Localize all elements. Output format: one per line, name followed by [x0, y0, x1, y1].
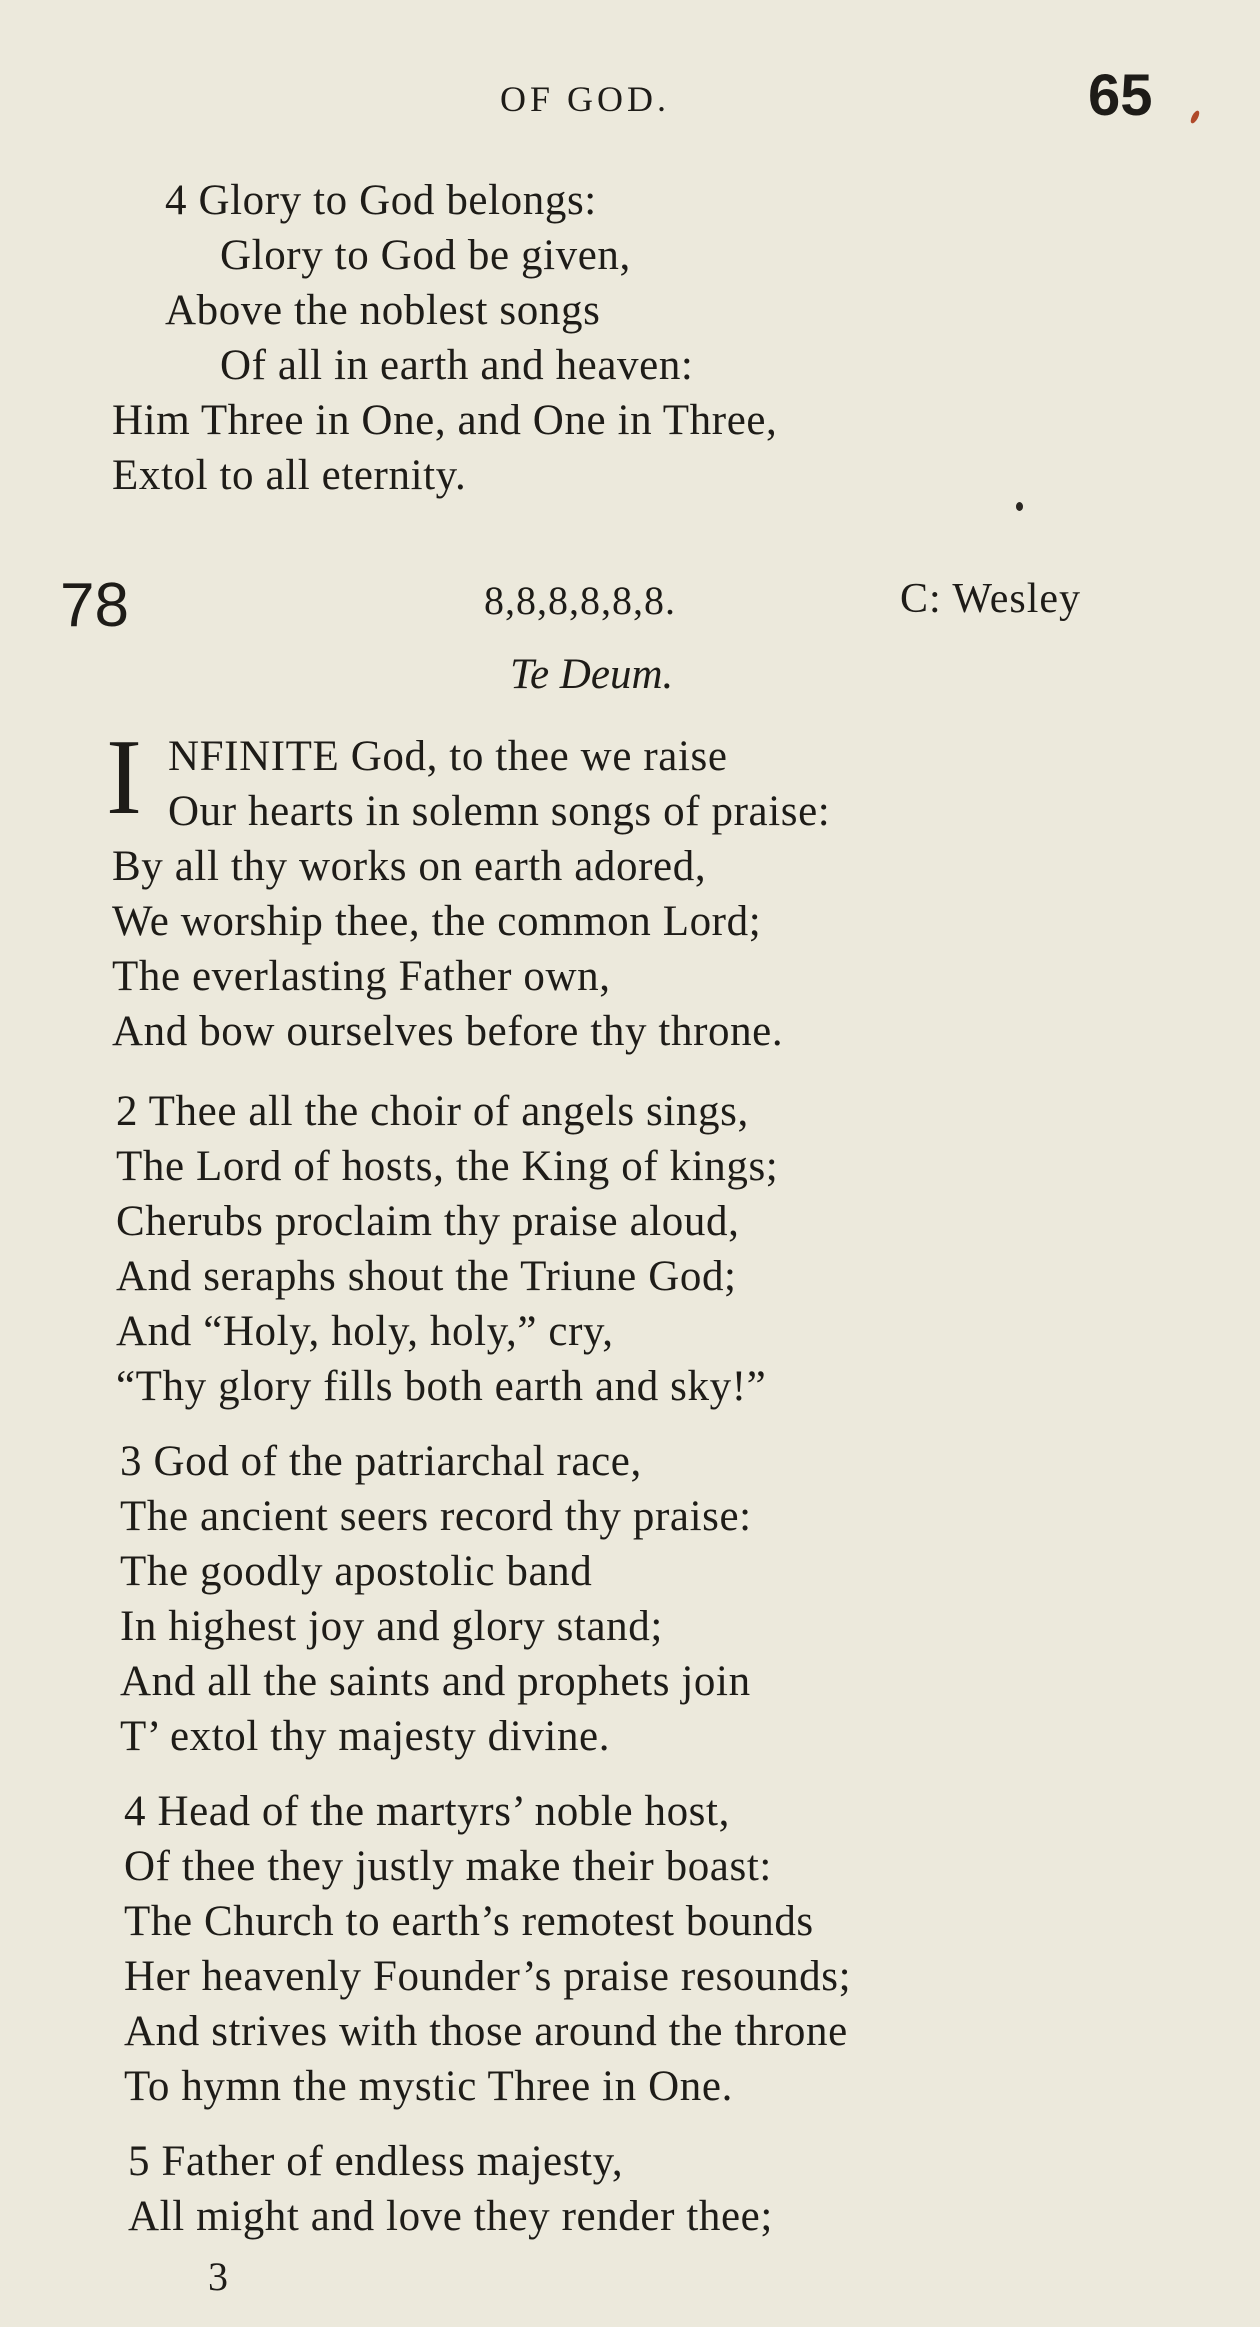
page-number: 65: [1088, 63, 1153, 128]
verse-line: 3 God of the patriarchal race,: [120, 1438, 642, 1485]
verse-line: The ancient seers record thy praise:: [120, 1493, 752, 1540]
verse-line: Above the noblest songs: [165, 287, 601, 334]
running-head: OF GOD.: [500, 79, 671, 119]
verse-line: All might and love they render thee;: [128, 2193, 773, 2240]
verse-line: And bow ourselves before thy throne.: [112, 1008, 784, 1055]
verse-line: Cherubs proclaim thy praise aloud,: [116, 1198, 740, 1245]
verse-line: The goodly apostolic band: [120, 1548, 593, 1595]
verse-line: 4 Glory to God belongs:: [165, 177, 597, 224]
verse-line: Glory to God be given,: [220, 232, 631, 279]
verse-line: Of thee they justly make their boast:: [124, 1843, 772, 1890]
drop-cap: I: [106, 718, 142, 837]
ink-speck: [1016, 502, 1023, 511]
verse-line: The Church to earth’s remotest bounds: [124, 1898, 814, 1945]
verse-line: T’ extol thy majesty divine.: [120, 1713, 611, 1760]
verse-line: Her heavenly Founder’s praise resounds;: [124, 1953, 852, 2000]
signature-mark: 3: [208, 2254, 228, 2299]
hymn-title: Te Deum.: [510, 651, 674, 698]
verse-line: In highest joy and glory stand;: [120, 1603, 663, 1650]
ink-speck: [1189, 109, 1201, 124]
verse-line: 2 Thee all the choir of angels sings,: [116, 1088, 749, 1135]
hymn-author: C: Wesley: [900, 576, 1081, 622]
verse-line: And all the saints and prophets join: [120, 1658, 751, 1705]
verse-line: Of all in earth and heaven:: [220, 342, 694, 389]
hymn-meter: 8,8,8,8,8,8.: [484, 578, 676, 623]
verse-line: NFINITE God, to thee we raise: [168, 733, 728, 780]
verse-line: Extol to all eternity.: [112, 452, 467, 499]
verse-line: And seraphs shout the Triune God;: [116, 1253, 737, 1300]
verse-line: 5 Father of endless majesty,: [128, 2138, 624, 2185]
verse-line: “Thy glory fills both earth and sky!”: [116, 1363, 767, 1410]
hymn-number: 78: [60, 571, 129, 640]
verse-line: To hymn the mystic Three in One.: [124, 2063, 733, 2110]
verse-line: By all thy works on earth adored,: [112, 843, 707, 890]
verse-line: Him Three in One, and One in Three,: [112, 397, 778, 444]
verse-line: Our hearts in solemn songs of praise:: [168, 788, 831, 835]
verse-line: We worship thee, the common Lord;: [112, 898, 762, 945]
verse-line: And “Holy, holy, holy,” cry,: [116, 1308, 614, 1355]
verse-line: The Lord of hosts, the King of kings;: [116, 1143, 779, 1190]
verse-line: 4 Head of the martyrs’ noble host,: [124, 1788, 730, 1835]
verse-line: The everlasting Father own,: [112, 953, 611, 1000]
verse-line: And strives with those around the throne: [124, 2008, 848, 2055]
